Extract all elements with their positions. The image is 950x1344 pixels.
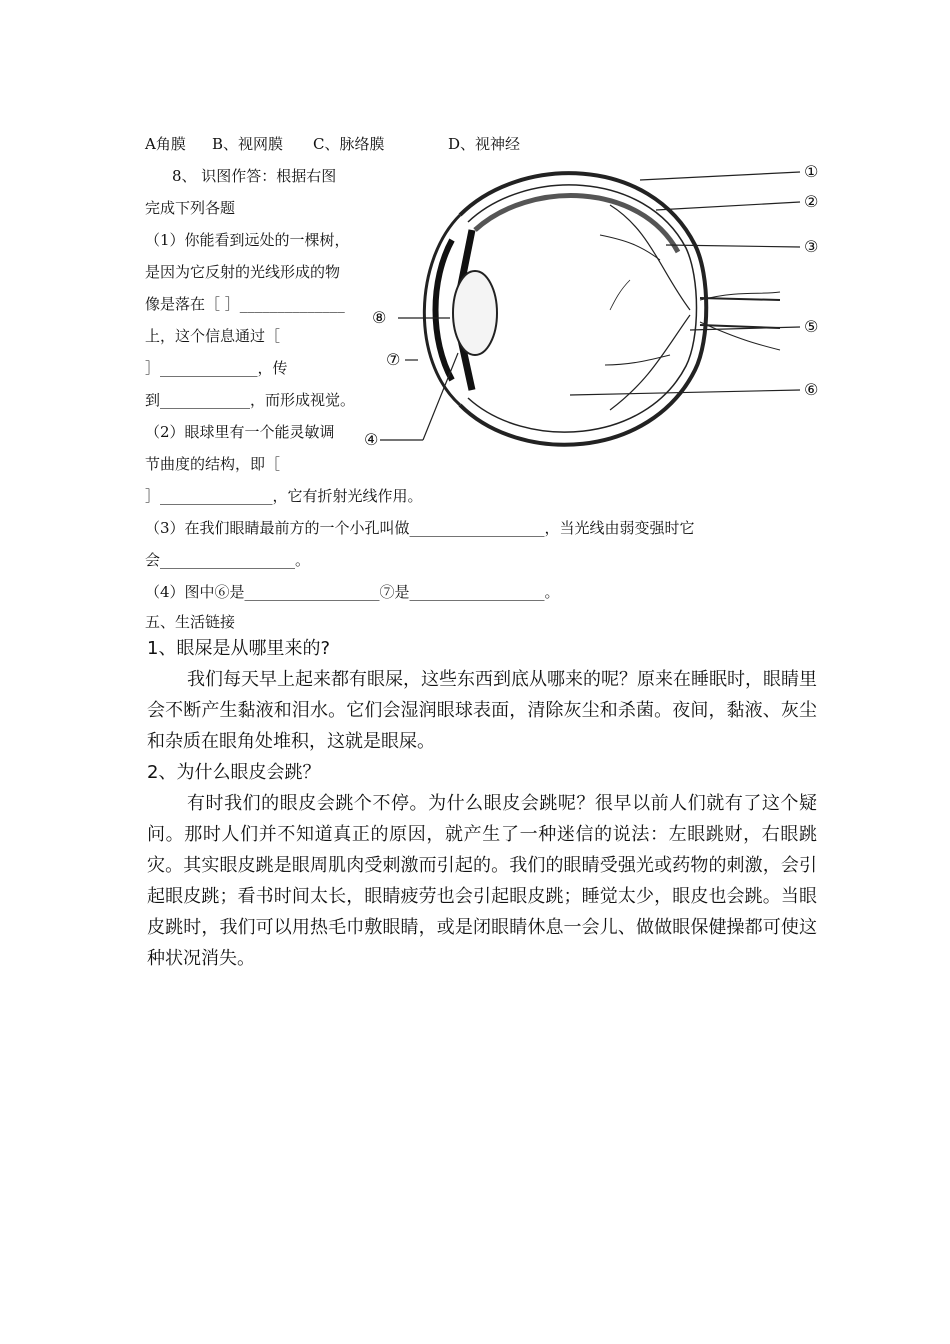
label-7: ⑦ [386, 350, 401, 369]
q8-p3-a: （3）在我们眼睛最前方的一个小孔叫做__________________，当光线由弱变强时它 [145, 519, 695, 537]
item1-text: 我们每天早上起来都有眼屎，这些东西到底从哪来的呢？原来在睡眠时，眼睛里会不断产生黏液和泪水。它们会湿润眼球表面，清除灰尘和杀菌。夜间，黏液、灰尘和杂质在眼角处堆积，这就是眼屎。 [147, 669, 817, 752]
eyeball-drawing [424, 173, 780, 445]
q8-intro-a: 8、 识图作答：根据右图 [172, 167, 337, 185]
q8-p2-c: ］_______________，它有折射光线作用。 [145, 487, 423, 505]
q8-p1-f: 到____________，而形成视觉。 [145, 391, 356, 409]
section5-heading: 五、生活链接 [145, 613, 236, 631]
label-5: ⑤ [804, 317, 819, 336]
q8-p1-d: 上，这个信息通过［ [145, 327, 281, 345]
item1-title: 1、眼屎是从哪里来的? [147, 638, 331, 659]
q8-p1-b: 是因为它反射的光线形成的物 [145, 263, 341, 281]
option-c: C、脉络膜 [313, 135, 385, 153]
leader-lines [380, 172, 800, 440]
label-6: ⑥ [804, 380, 819, 399]
eye-diagram [360, 150, 840, 470]
q8-p4: （4）图中⑥是__________________⑦是__________________。 [145, 583, 560, 601]
section5-body [147, 633, 817, 974]
label-8: ⑧ [372, 308, 387, 327]
q8-p2-a: （2）眼球里有一个能灵敏调 [145, 423, 335, 441]
q8-p1-c: 像是落在［ ］______________ [145, 295, 345, 313]
q8-p3-b: 会__________________。 [145, 551, 311, 569]
q8-p1-a: （1）你能看到远处的一棵树， [145, 231, 350, 249]
option-d: D、视神经 [448, 135, 521, 153]
label-1: ① [804, 162, 819, 181]
item2-text: 有时我们的眼皮会跳个不停。为什么眼皮会跳呢？很早以前人们就有了这个疑问。那时人们并不知道真正的原因，就产生了一种迷信的说法：左眼跳财，右眼跳灾。其实眼皮跳是眼周肌肉受刺激而引起的。我们的眼睛受强光或药物的刺激，会引起眼皮跳；看书时间太长，眼睛疲劳也会引起眼皮跳；睡觉太少，眼皮也会跳。当眼皮跳时，我们可以用热毛巾敷眼睛，或是闭眼睛休息一会儿、做做眼保健操都可使这种状况消失。 [147, 793, 817, 969]
label-4: ④ [364, 430, 379, 449]
q8-p1-e: ］_____________，传 [145, 359, 288, 377]
option-b: B、视网膜 [212, 135, 284, 153]
q8-p2-b: 节曲度的结构，即［ [145, 455, 281, 473]
q8-intro-b: 完成下列各题 [145, 199, 236, 217]
label-3: ③ [804, 237, 819, 256]
option-a: A角膜 [145, 135, 186, 153]
label-2: ② [804, 192, 819, 211]
item2-title: 2、为什么眼皮会跳？ [147, 762, 321, 783]
